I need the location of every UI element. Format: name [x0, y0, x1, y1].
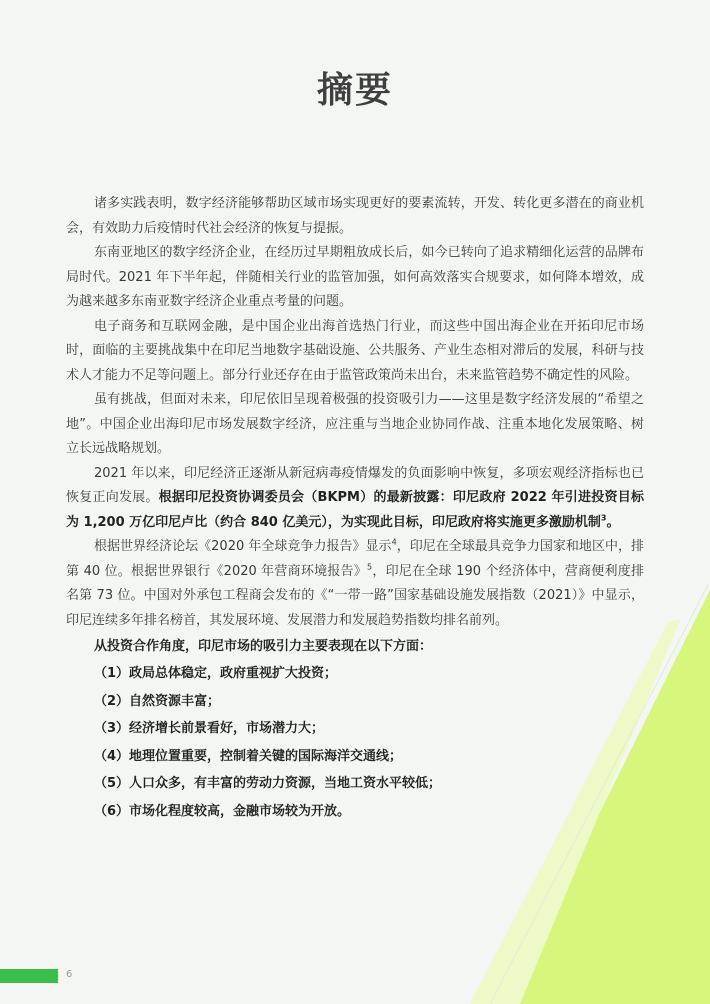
list-item: （1）政局总体稳定，政府重视扩大投资；: [94, 666, 338, 681]
paragraph-6-part2: ，印尼在全球最具竞争力国家和地区中，排第 40 位。根据世界银行《2020 年营商环境报告》: [66, 539, 644, 579]
footnote-ref-4: 4: [391, 537, 397, 547]
paragraph-5: [66, 462, 644, 536]
list-item: （5）人口众多，有丰富的劳动力资源，当地工资水平较低；: [94, 776, 442, 791]
footnote-ref-3: 3: [600, 513, 607, 523]
list-intro: 从投资合作角度，印尼市场的吸引力主要表现在以下方面：: [94, 639, 433, 654]
advantages-list: [66, 660, 644, 825]
summary-body: [66, 192, 644, 825]
paragraph-6-part1: 根据世界经济论坛《2020 年全球竞争力报告》显示: [94, 539, 392, 554]
paragraph-5-bold: 根据印尼投资协调委员会（BKPM）的最新披露：印尼政府 2022 年引进投资目标为 1,200 万亿印尼卢比（约合 840 亿美元），为实现此目标，印尼政府将实施更多激励机制: [66, 490, 644, 530]
paragraph-4: 虽有挑战，但面对未来，印尼依旧呈现着极强的投资吸引力——这里是数字经济发展的“希望之地”。中国企业出海印尼市场发展数字经济，应注重与当地企业协同作战、注重本地化发展策略、树立长远战略规划。: [66, 392, 644, 456]
paragraph-2: 东南亚地区的数字经济企业，在经历过早期粗放成长后，如今已转向了追求精细化运营的品牌布局时代。2021 年下半年起，伴随相关行业的监管加强，如何高效落实合规要求，如何降本增效，成为越来越多东南亚数字经济企业重点考量的问题。: [66, 245, 644, 309]
paragraph-6-part3: ，印尼在全球 190 个经济体中，营商便利度排名第 73 位。中国对外承包工程商会发布的《“一带一路”国家基础设施发展指数（2021）》中显示，印尼连续多年排名榜首，其发展环境、发展潜力和发展趋势指数均排名前列。: [66, 563, 644, 628]
paragraph-5-normal: 2021 年以来，印尼经济正逐渐从新冠病毒疫情爆发的负面影响中恢复，多项宏观经济指标也已恢复正向发展。: [66, 465, 644, 505]
page-title: 摘要: [316, 70, 393, 111]
paragraph-1: 诸多实践表明，数字经济能够帮助区域市场实现更好的要素流转，开发、转化更多潜在的商业机会，有效助力后疫情时代社会经济的恢复与提振。: [66, 196, 644, 236]
paragraph-6: [66, 535, 644, 633]
list-item: （3）经济增长前景看好，市场潜力大；: [94, 721, 325, 736]
list-item: （6）市场化程度较高，金融市场较为开放。: [94, 803, 351, 819]
list-item: （4）地理位置重要，控制着关键的国际海洋交通线；: [94, 748, 403, 764]
paragraph-5-end: 。: [606, 514, 620, 530]
page-number: 6: [66, 969, 73, 980]
footer-accent-bar: [0, 969, 58, 983]
footnote-ref-5: 5: [367, 562, 373, 572]
list-item: （2）自然资源丰富；: [94, 693, 221, 709]
paragraph-3: 电子商务和互联网金融，是中国企业出海首选热门行业，而这些中国出海企业在开拓印尼市场时，面临的主要挑战集中在印尼当地数字基础设施、公共服务、产业生态相对滞后的发展，科研与技术人才能力不足等问题上。部分行业还存在由于监管政策尚未出台，未来监管趋势不确定性的风险。: [66, 318, 644, 383]
